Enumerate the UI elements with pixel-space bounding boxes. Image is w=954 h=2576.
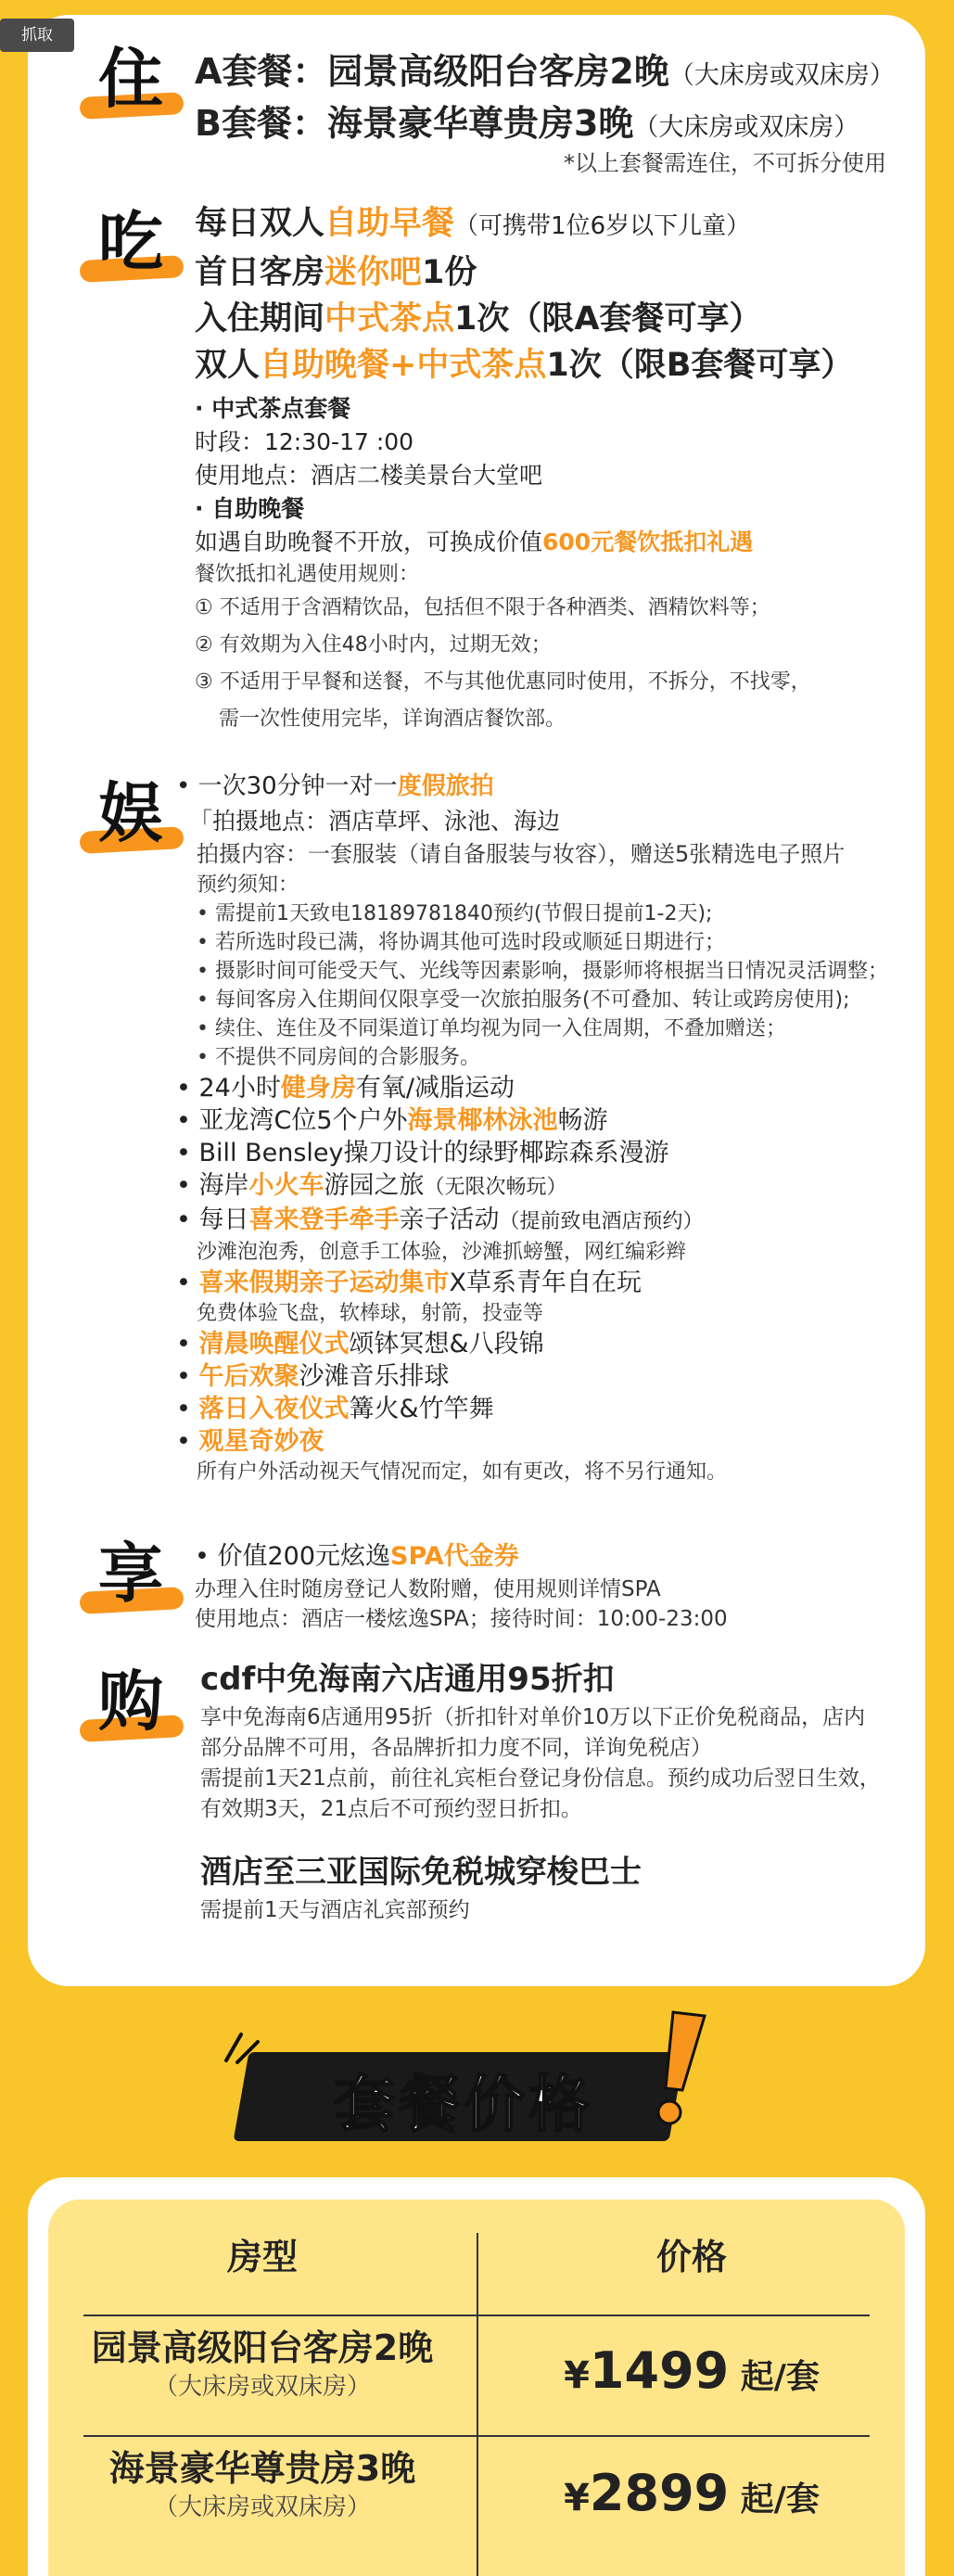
duty-free-line-1: 享中免海南6店通用95折（折扣针对单价10万以下正价免税商品，店内 xyxy=(200,1705,866,1729)
fun-pool: • 亚龙湾C位5个户外海景椰林泳池畅游 xyxy=(176,1106,608,1135)
room-sub: （大床房或双床房） xyxy=(153,2373,371,2401)
eat-tag: 吃 xyxy=(76,200,185,291)
enjoy-tag: 享 xyxy=(76,1532,185,1623)
package-b-line: B套餐：海景豪华尊贵房3晚（大床房或双床房） xyxy=(195,103,859,144)
table-row xyxy=(48,2446,477,2524)
spa-place: 使用地点：酒店一楼炫逸SPA；接待时间：10:00-23:00 xyxy=(195,1607,728,1631)
price-banner-title: 套餐价格 xyxy=(334,2069,593,2140)
fun-stars: • 观星奇妙夜 xyxy=(176,1427,324,1456)
room-sub: （大床房或双床房） xyxy=(153,2493,371,2521)
table-row xyxy=(48,2326,477,2404)
fun-afternoon: • 午后欢聚沙滩音乐排球 xyxy=(176,1362,450,1391)
rule-3a: ③ 不适用于早餐和送餐，不与其他优惠同时使用，不拆分，不找零， xyxy=(195,670,811,694)
duty-free-line-4: 有效期3天，21点后不可预约翌日折扣。 xyxy=(200,1797,582,1821)
fun-market: • 喜来假期亲子运动集市X草系青年自在玩 xyxy=(176,1269,642,1297)
col-header-price: 价格 xyxy=(655,2237,727,2277)
fun-sunset: • 落日入夜仪式篝火&竹竿舞 xyxy=(176,1395,494,1423)
fun-photo-content: 拍摄内容：一套服装（请自备服装与妆容），赠送5张精选电子照片 xyxy=(197,841,846,867)
room-price: ¥2899 起/套 xyxy=(564,2464,820,2522)
duty-free-line-3: 需提前1天21点前，前往礼宾柜台登记身份信息。预约成功后翌日生效， xyxy=(200,1766,881,1791)
fun-train: • 海岸小火车游园之旅（无限次畅玩） xyxy=(176,1171,567,1200)
exclamation-icon xyxy=(645,2010,710,2131)
fun-kids-sub: 沙滩泡泡秀，创意手工体验，沙滩抓螃蟹，网红编彩辫 xyxy=(197,1241,687,1264)
shuttle-bus: 酒店至三亚国际免税城穿梭巴士 xyxy=(200,1854,642,1891)
fun-market-sub: 免费体验飞盘，软棒球，射箭，投壶等 xyxy=(197,1302,544,1325)
duty-free-line-2: 部分品牌不可用，各品牌折扣力度不同，详询免税店） xyxy=(200,1736,712,1760)
fun-gym: • 24小时健身房有氧/减脂运动 xyxy=(176,1074,515,1103)
eat-line-tea: 入住期间中式茶点1次（限A套餐可享） xyxy=(195,300,762,338)
tea-time: 时段：12:30-17 :00 xyxy=(195,428,414,455)
room-price: ¥1499 起/套 xyxy=(564,2341,820,2400)
section-fun xyxy=(28,757,925,1526)
price-banner xyxy=(232,2010,723,2149)
fun-notice-3: • 摄影时间可能受天气、光线等因素影响，摄影师将根据当日情况灵活调整； xyxy=(197,960,888,983)
price-table xyxy=(48,2200,905,2576)
section-eat xyxy=(28,182,925,738)
fun-kids: • 每日喜来登手牵手亲子活动（提前致电酒店预约） xyxy=(176,1205,704,1234)
fun-notice-title: 预约须知： xyxy=(197,874,299,897)
duty-free-discount: cdf中免海南六店通用95折扣 xyxy=(200,1661,615,1698)
section-stay xyxy=(28,15,925,200)
section-enjoy xyxy=(28,1532,925,1643)
package-a-line: A套餐：园景高级阳台客房2晚（大床房或双床房） xyxy=(195,51,895,92)
eat-line-minibar: 首日客房迷你吧1份 xyxy=(195,254,477,291)
fun-notice-2: • 若所选时段已满，将协调其他可选时段或顺延日期进行； xyxy=(197,931,725,954)
tea-place: 使用地点：酒店二楼美景台大堂吧 xyxy=(195,462,543,489)
shop-tag: 购 xyxy=(76,1660,185,1751)
fun-photo: • 一次30分钟一对一度假旅拍 xyxy=(176,772,494,800)
room-name: 园景高级阳台客房2晚 xyxy=(91,2327,434,2368)
dinner-replace: 如遇自助晚餐不开放，可换成价值600元餐饮抵扣礼遇 xyxy=(195,529,754,555)
col-header-room: 房型 xyxy=(226,2237,298,2277)
fun-notice-1: • 需提前1天致电18189781840预约(节假日提前1-2天); xyxy=(197,902,713,925)
stay-tag: 住 xyxy=(76,37,185,128)
price-card xyxy=(28,2177,925,2576)
fun-morning: • 清晨唤醒仪式颂钵冥想&八段锦 xyxy=(176,1330,544,1358)
fun-tag: 娱 xyxy=(76,772,185,862)
spa-rule: 办理入住时随房登记人数附赠，使用规则详情SPA xyxy=(195,1577,661,1601)
rule-1: ① 不适用于含酒精饮品，包括但不限于各种酒类、酒精饮料等； xyxy=(195,596,770,619)
spa-voucher: • 价值200元炫逸SPA代金券 xyxy=(195,1542,519,1571)
grab-button[interactable]: 抓取 xyxy=(0,19,74,52)
rule-2: ② 有效期为入住48小时内，过期无效； xyxy=(195,633,552,657)
fun-weather-note: 所有户外活动视天气情况而定，如有更改，将不另行通知。 xyxy=(197,1460,728,1484)
rules-title: 餐饮抵扣礼遇使用规则： xyxy=(195,563,420,586)
fun-forest: • Bill Bensley操刀设计的绿野椰踪森系漫游 xyxy=(176,1139,669,1167)
tea-title: · 中式茶点套餐 xyxy=(195,395,351,422)
fun-notice-4: • 每间客房入住期间仅限享受一次旅拍服务(不可叠加、转让或跨房使用); xyxy=(197,988,850,1012)
fun-notice-5: • 续住、连住及不同渠道订单均视为同一入住周期，不叠加赠送； xyxy=(197,1017,786,1040)
room-name: 海景豪华尊贵房3晚 xyxy=(108,2448,416,2489)
stay-note: *以上套餐需连住，不可拆分使用 xyxy=(564,150,886,176)
section-shop xyxy=(28,1656,925,1962)
eat-line-dinner: 双人自助晚餐+中式茶点1次（限B套餐可享） xyxy=(195,347,854,384)
dinner-title: · 自助晚餐 xyxy=(195,495,305,522)
eat-line-breakfast: 每日双人自助早餐（可携带1位6岁以下儿童） xyxy=(195,205,751,242)
fun-notice-6: • 不提供不同房间的合影服务。 xyxy=(197,1046,480,1069)
rule-3b: 需一次性使用完毕，详询酒店餐饮部。 xyxy=(219,708,566,731)
fun-photo-place: 「拍摄地点：酒店草坪、泳池、海边 xyxy=(189,808,561,835)
package-detail-card xyxy=(28,15,925,1986)
shuttle-bus-note: 需提前1天与酒店礼宾部预约 xyxy=(200,1898,470,1922)
